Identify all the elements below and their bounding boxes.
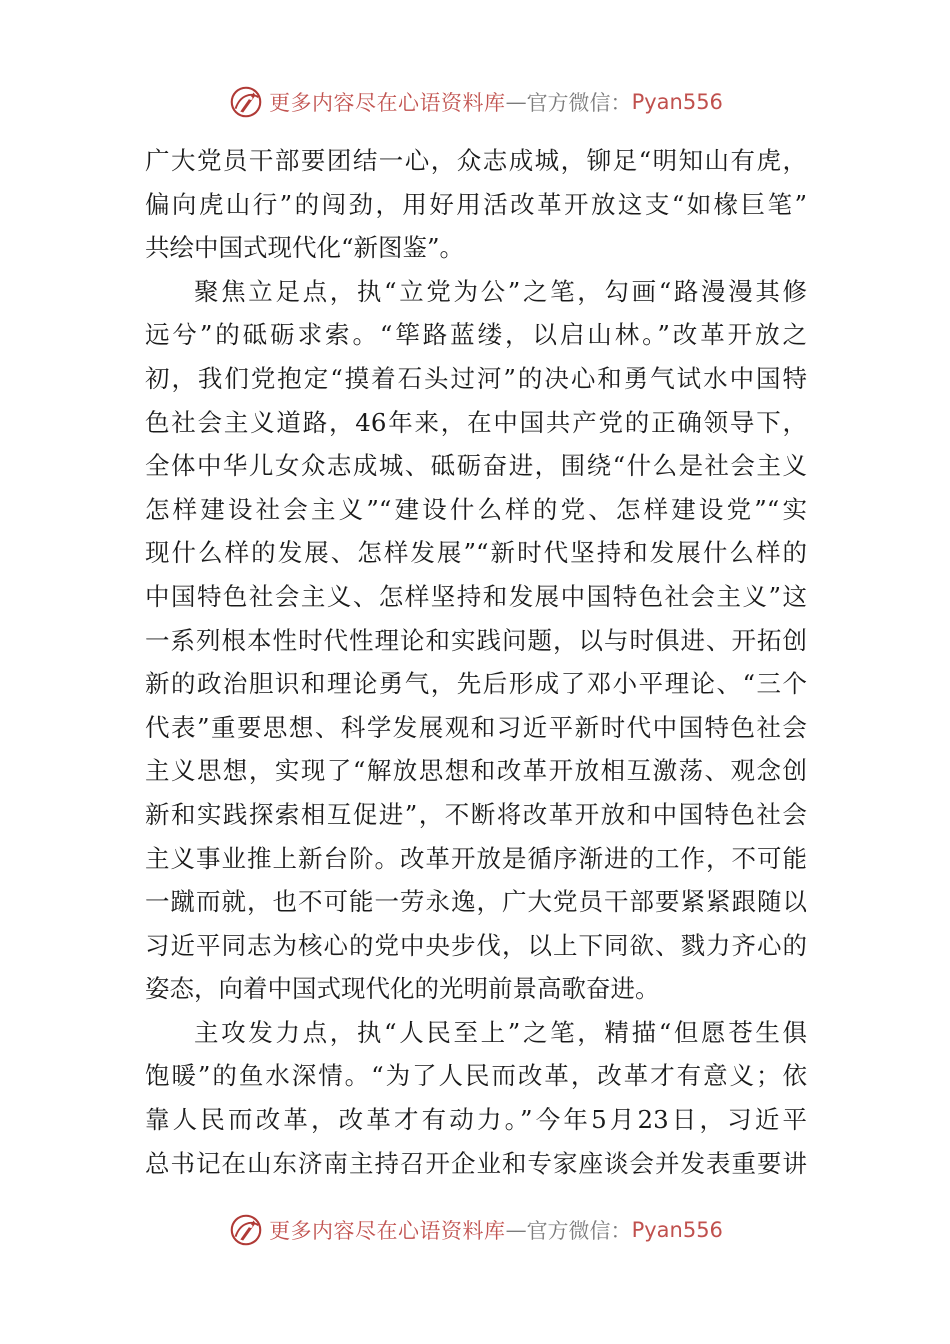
watermark-dash: —	[505, 90, 527, 114]
watermark-wechat-label: 官方微信：	[526, 91, 632, 115]
text-line: 色社会主义道路，46年来，在中国共产党的正确领导下，	[145, 407, 807, 437]
watermark-wechat-label: 官方微信：	[526, 1219, 632, 1243]
text-line: 怎样建设社会主义”“建设什么样的党、怎样建设党”“实	[145, 494, 807, 524]
text-line: 全体中华儿女众志成城、砥砺奋进，围绕“什么是社会主义	[145, 451, 807, 481]
text-line: 共绘中国式现代化“新图鉴”。	[145, 233, 465, 263]
footer-watermark	[0, 1210, 950, 1250]
watermark-wechat-id: Pyan556	[631, 90, 723, 114]
text-line: 靠人民而改革，改革才有动力。”今年5月23日，习近平	[145, 1105, 807, 1135]
text-line: 初，我们党抱定“摸着石头过河”的决心和勇气试水中国特	[145, 363, 807, 393]
watermark-site-text: 更多内容尽在心语资料库	[269, 91, 506, 115]
header-watermark	[0, 82, 950, 122]
text-line: 主义思想，实现了“解放思想和改革开放相互激荡、观念创	[145, 756, 807, 786]
text-line: 代表”重要思想、科学发展观和习近平新时代中国特色社会	[145, 712, 807, 742]
text-line: 习近平同志为核心的党中央步伐，以上下同欲、戮力齐心的	[145, 930, 807, 960]
text-line: 新和实践探索相互促进”，不断将改革开放和中国特色社会	[145, 799, 807, 829]
watermark-dash: —	[505, 1218, 527, 1242]
paragraph-start-line: 主攻发力点，执“人民至上”之笔，精描“但愿苍生俱	[194, 1017, 807, 1047]
text-line: 中国特色社会主义、怎样坚持和发展中国特色社会主义”这	[145, 581, 807, 611]
text-line: 饱暖”的鱼水深情。“为了人民而改革，改革才有意义；依	[145, 1061, 807, 1091]
text-line: 新的政治胆识和理论勇气，先后形成了邓小平理论、“三个	[145, 669, 807, 699]
watermark-wechat-id: Pyan556	[631, 1218, 723, 1242]
text-line: 一蹴而就，也不可能一劳永逸，广大党员干部要紧紧跟随以	[145, 887, 807, 917]
document-body	[145, 139, 807, 1185]
text-line: 姿态，向着中国式现代化的光明前景高歌奋进。	[145, 974, 660, 1004]
text-line: 偏向虎山行”的闯劲，用好用活改革开放这支“如椽巨笔”	[145, 189, 807, 219]
watermark-site-text: 更多内容尽在心语资料库	[269, 1219, 506, 1243]
text-line: 总书记在山东济南主持召开企业和专家座谈会并发表重要讲	[145, 1148, 807, 1178]
text-line: 广大党员干部要团结一心，众志成城，铆足“明知山有虎，	[145, 146, 807, 175]
text-line: 主义事业推上新台阶。改革开放是循序渐进的工作，不可能	[145, 843, 807, 873]
text-line: 一系列根本性时代性理论和实践问题，以与时俱进、开拓创	[145, 625, 807, 655]
pen-nib-swirl-icon	[227, 1211, 265, 1249]
paragraph-start-line: 聚焦立足点，执“立党为公”之笔，勾画“路漫漫其修	[194, 276, 807, 306]
pen-nib-swirl-icon	[227, 83, 265, 121]
text-line: 现什么样的发展、怎样发展”“新时代坚持和发展什么样的	[145, 538, 807, 568]
text-line: 远兮”的砥砺求索。“筚路蓝缕，以启山林。”改革开放之	[145, 320, 807, 350]
